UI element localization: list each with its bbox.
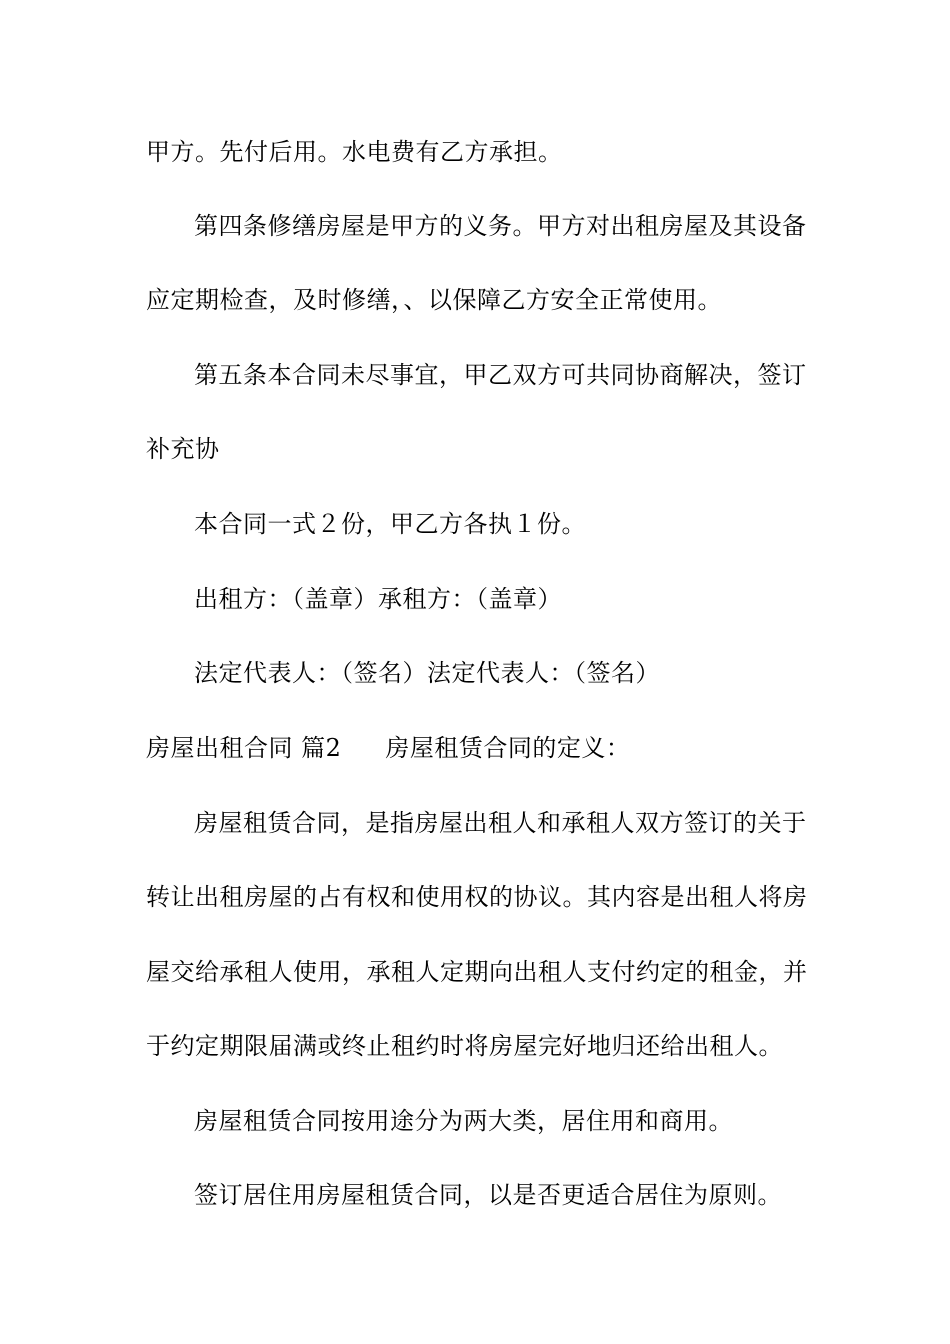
paragraph-line: 第四条修缮房屋是甲方的义务。甲方对出租房屋及其设备	[194, 212, 807, 240]
paragraph-line: 转让出租房屋的占有权和使用权的协议。其内容是出租人将房	[146, 883, 808, 911]
paragraph-line: 于约定期限届满或终止租约时将房屋完好地归还给出租人。	[146, 1032, 783, 1060]
paragraph-line: 房屋租赁合同按用途分为两大类，居住用和商用。	[194, 1107, 733, 1135]
paragraph-line: 屋交给承租人使用，承租人定期向出租人支付约定的租金，并	[146, 958, 808, 986]
paragraph-line: 甲方。先付后用。水电费有乙方承担。	[146, 138, 563, 166]
paragraph-line: 补充协	[146, 435, 220, 463]
paragraph-line: 签订居住用房屋租赁合同，以是否更适合居住为原则。	[194, 1181, 782, 1209]
section-heading	[146, 733, 816, 763]
signature-line: 法定代表人：（签名）法定代表人：（签名）	[194, 659, 660, 687]
paragraph-line: 本合同一式２份，甲乙方各执１份。	[194, 510, 586, 538]
section-subtitle: 房屋租赁合同的定义：	[385, 734, 631, 762]
paragraph-line: 第五条本合同未尽事宜，甲乙双方可共同协商解决，签订	[194, 361, 807, 389]
paragraph-line: 房屋租赁合同，是指房屋出租人和承租人双方签订的关于	[194, 809, 807, 837]
paragraph-line: 应定期检查，及时修缮，、以保障乙方安全正常使用。	[146, 286, 722, 314]
section-title: 房屋出租合同 篇2	[146, 734, 342, 762]
signature-line: 出租方：（盖章）承租方：（盖章）	[194, 585, 562, 613]
